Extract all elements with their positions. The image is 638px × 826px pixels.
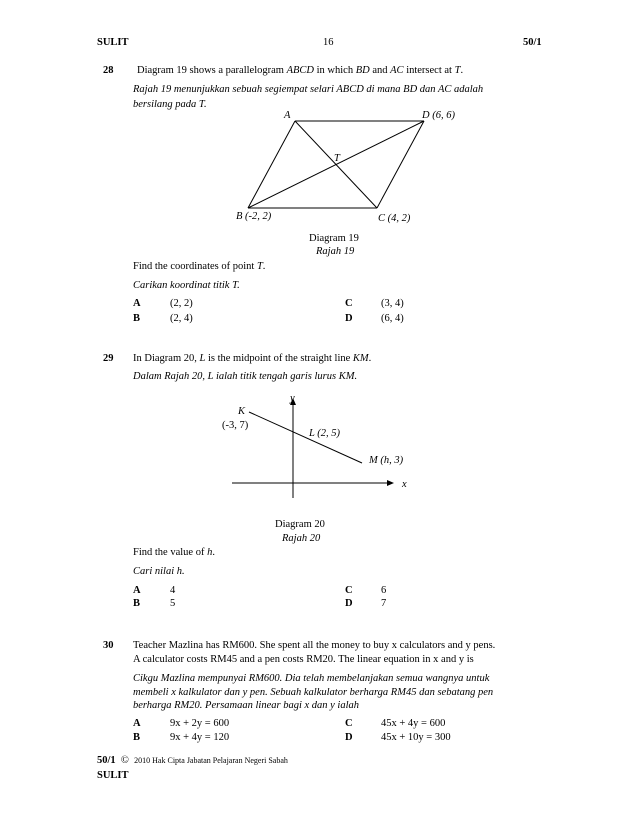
q28-text-mid1: in which [314, 65, 356, 76]
label-b: B (-2, 2) [236, 211, 272, 222]
caption-diagram-19: Diagram 19 [309, 233, 359, 244]
footer-sulit: SULIT [97, 770, 129, 781]
q28-find-pre: Find the coordinates of point [133, 261, 257, 272]
label-k: K [238, 406, 246, 417]
q30-option-d-letter: D [345, 732, 353, 743]
q28-text-ms-line1: Rajah 19 menunjukkan sebuah segiempat selari ABCD di mana BD dan AC adalah [133, 84, 484, 95]
footer-copyright: 2010 Hak Cipta Jabatan Pelajaran Negeri Sabah [134, 756, 288, 765]
label-a: A [284, 110, 291, 121]
q28-t: T [454, 65, 461, 76]
q28-find-end: . [262, 261, 266, 272]
footer-code: 50/1 [97, 755, 116, 766]
label-y: y [290, 393, 295, 404]
q29-option-d-letter: D [345, 598, 353, 609]
q28-option-b-letter: B [133, 313, 141, 324]
q29-option-b-value: 5 [170, 598, 176, 609]
q30-text-ms-line3: berharga RM20. Persamaan linear bagi x dan y ialah [133, 700, 360, 711]
q29-find-ms: Cari nilai h. [133, 566, 185, 577]
header-code: 50/1 [523, 37, 542, 48]
label-m: M (h, 3) [369, 455, 404, 466]
header-sulit: SULIT [97, 37, 129, 48]
question-number-29: 29 [103, 353, 114, 364]
caption-rajah-20: Rajah 20 [282, 533, 321, 544]
q28-text-end: . [460, 65, 464, 76]
q30-option-b-value: 9x + 4y = 120 [170, 732, 230, 743]
question-number-30: 30 [103, 640, 114, 651]
q29-text-end: . [368, 353, 372, 364]
q30-option-a-value: 9x + 2y = 600 [170, 718, 230, 729]
q29-option-c-letter: C [345, 585, 353, 596]
line-km [249, 412, 362, 463]
q28-option-d-value: (6, 4) [381, 313, 404, 324]
q29-find-pre: Find the value of [133, 547, 208, 558]
label-c: C (4, 2) [378, 213, 411, 224]
q28-option-a-value: (2, 2) [170, 298, 193, 309]
page-number: 16 [323, 37, 334, 48]
q28-text-and: and [369, 65, 391, 76]
footer-line [97, 755, 288, 766]
label-k-coord: (-3, 7) [222, 420, 249, 431]
x-axis-arrow [387, 480, 394, 486]
q28-bd: BD [355, 65, 370, 76]
q28-find-var: T [256, 261, 263, 272]
label-d: D (6, 6) [422, 110, 455, 121]
caption-diagram-20: Diagram 20 [275, 519, 325, 530]
q30-option-b-letter: B [133, 732, 141, 743]
q29-option-c-value: 6 [381, 585, 387, 596]
copyright-icon: © [120, 755, 129, 766]
q30-option-a-letter: A [133, 718, 141, 729]
q29-option-b-letter: B [133, 598, 141, 609]
q28-ac: AC [390, 65, 404, 76]
q29-find-var: h [207, 547, 213, 558]
caption-rajah-19: Rajah 19 [316, 246, 355, 257]
q28-option-d-letter: D [345, 313, 353, 324]
q28-text-ms-line2: bersilang pada T. [133, 99, 207, 110]
q30-text-en-line1: Teacher Mazlina has RM600. She spent all the money to buy x calculators and y pens. [133, 640, 496, 651]
q28-option-c-letter: C [345, 298, 353, 309]
q30-option-c-letter: C [345, 718, 353, 729]
q30-option-c-value: 45x + 4y = 600 [381, 718, 446, 729]
q29-find-end: . [212, 547, 215, 558]
q29-option-a-letter: A [133, 585, 141, 596]
q28-find-ms: Carikan koordinat titik T. [133, 280, 240, 291]
q30-option-d-value: 45x + 10y = 300 [381, 732, 451, 743]
q29-text-ms: Dalam Rajah 20, L ialah titik tengah garis lurus KM. [133, 371, 358, 382]
q28-shape: ABCD [286, 65, 315, 76]
q30-text-ms-line1: Cikgu Mazlina mempunyai RM600. Dia telah membelanjakan semua wangnya untuk [133, 673, 490, 684]
q28-option-c-value: (3, 4) [381, 298, 404, 309]
q29-option-d-value: 7 [381, 598, 387, 609]
q30-text-ms-line2: membeli x kalkulator dan y pen. Sebuah kalkulator berharga RM45 dan sebatang pen [133, 687, 494, 698]
label-t: T [334, 153, 340, 164]
q29-option-a-value: 4 [170, 585, 176, 596]
q29-find-en [133, 547, 215, 558]
q29-text-pre: In Diagram 20, [133, 353, 200, 364]
q30-text-en-line2: A calculator costs RM45 and a pen costs RM20. The linear equation in x and y is [133, 654, 474, 665]
q29-l: L [199, 353, 206, 364]
label-x: x [402, 479, 407, 490]
q28-text-pre: Diagram 19 shows a parallelogram [137, 65, 287, 76]
question-number-28: 28 [103, 65, 114, 76]
q28-option-a-letter: A [133, 298, 141, 309]
q28-text-mid2: intersect at [403, 65, 455, 76]
q29-km: KM [352, 353, 369, 364]
q29-text-mid: is the midpoint of the straight line [205, 353, 353, 364]
label-l: L (2, 5) [309, 428, 341, 439]
q28-option-b-value: (2, 4) [170, 313, 193, 324]
